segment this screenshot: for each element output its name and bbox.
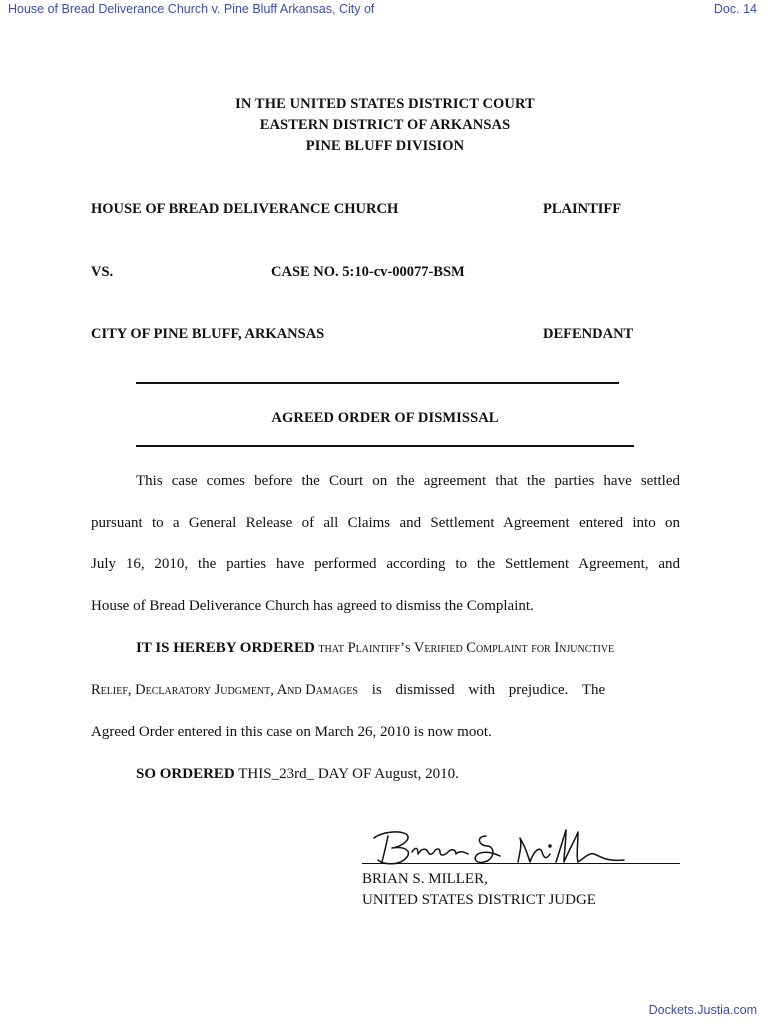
plaintiff-name: HOUSE OF BREAD DELIVERANCE CHURCH <box>91 201 399 217</box>
dismissal-clause: is dismissed with prejudice. The <box>357 682 606 698</box>
document-number-link[interactable]: Doc. 14 <box>713 2 757 16</box>
defendant-role: DEFENDANT <box>543 326 634 342</box>
signature-line <box>362 863 680 864</box>
judge-name: BRIAN S. MILLER, <box>362 871 488 887</box>
paragraph-1-line-2: pursuant to a General Release of all Claims and Settlement Agreement entered into on <box>91 515 680 531</box>
paragraph-2-line-1 <box>136 640 614 657</box>
justia-dockets-link[interactable]: Dockets.Justia.com <box>648 1003 757 1017</box>
title-rule-top <box>136 382 619 384</box>
judge-title: UNITED STATES DISTRICT JUDGE <box>362 892 596 908</box>
judge-signature <box>368 822 628 868</box>
so-ordered-phrase: SO ORDERED <box>136 766 235 782</box>
defendant-name: CITY OF PINE BLUFF, ARKANSAS <box>91 326 325 342</box>
division-name: PINE BLUFF DIVISION <box>305 138 465 154</box>
order-date: THIS_23rd_ DAY OF August, 2010. <box>234 766 459 782</box>
paragraph-3 <box>136 766 459 783</box>
court-name: IN THE UNITED STATES DISTRICT COURT <box>235 96 535 112</box>
title-rule-bottom <box>136 445 634 447</box>
plaintiff-role: PLAINTIFF <box>543 201 622 217</box>
complaint-title-part-2: Relief, Declaratory Judgment, And Damages <box>91 682 358 698</box>
district-name: EASTERN DISTRICT OF ARKANSAS <box>259 117 511 133</box>
case-number: CASE NO. 5:10-cv-00077-BSM <box>271 264 465 280</box>
case-title-link[interactable]: House of Bread Deliverance Church v. Pine Bluff Arkansas, City of <box>8 2 375 16</box>
complaint-title-part-1: that Plaintiff’s Verified Complaint for Injunctive <box>314 640 615 656</box>
order-title: AGREED ORDER OF DISMISSAL <box>271 410 499 426</box>
paragraph-1-line-3: July 16, 2010, the parties have performed according to the Settlement Agreement, and <box>91 556 680 572</box>
paragraph-1-line-1: This case comes before the Court on the agreement that the parties have settled <box>136 473 680 489</box>
paragraph-2-line-3: Agreed Order entered in this case on March 26, 2010 is now moot. <box>91 724 492 740</box>
versus-label: VS. <box>91 264 114 280</box>
paragraph-2-line-2 <box>91 682 680 699</box>
ordered-phrase: IT IS HEREBY ORDERED <box>136 640 315 656</box>
paragraph-1-line-4: House of Bread Deliverance Church has agreed to dismiss the Complaint. <box>91 598 534 614</box>
